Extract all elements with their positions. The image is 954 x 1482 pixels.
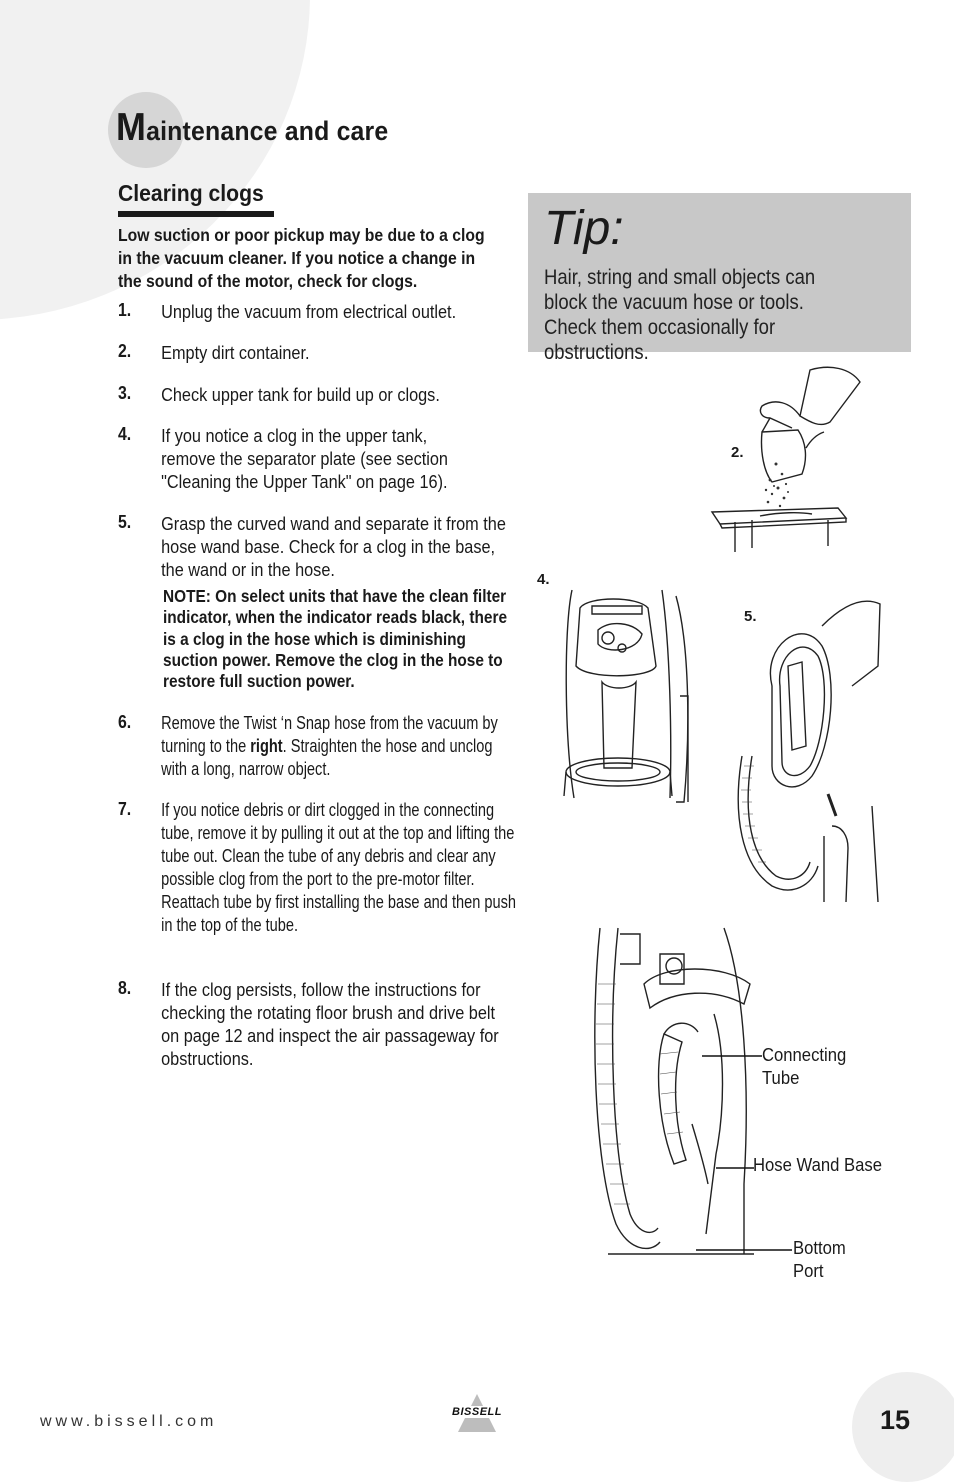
- step-number: 5.: [118, 512, 132, 532]
- step-text-part: . Straighten the hose and unclog with a long, narrow object.: [161, 736, 493, 779]
- step-text: Unplug the vacuum from electrical outlet.: [161, 301, 457, 322]
- page-title-initial: M: [116, 106, 147, 149]
- upper-tank-illustration: [558, 586, 698, 804]
- step-text: If you notice debris or dirt clogged in the connecting tube, remove it by pulling it out at the top and lifting the tube out. Clean the tube of any debris and clear any possible clog from the port to the pre-motor filter. Reattach tube by first installing the base and then push in the top of the tube.: [161, 800, 516, 935]
- step-text: Grasp the curved wand and separate it from the hose wand base. Check for a clog in the base, the wand or in the hose.: [161, 513, 506, 580]
- bissell-logo-text: BISSELL: [452, 1406, 502, 1418]
- step-text: If you notice a clog in the upper tank, remove the separator plate (see section "Cleaning the Upper Tank" on page 16).: [161, 425, 448, 492]
- page-title-rest: aintenance and care: [146, 116, 389, 146]
- section-intro: Low suction or poor pickup may be due to a clog in the vacuum cleaner. If you notice a change in the sound of the motor, check for clogs.: [118, 225, 485, 291]
- clog-note: NOTE: On select units that have the clean filter indicator, when the indicator reads black, there is a clog in the hose which is diminishing suction power. Remove the clog in the hose to restore full suction power.: [163, 586, 508, 692]
- figure-label-4: 4.: [537, 571, 550, 588]
- page-number: 15: [880, 1405, 911, 1435]
- tip-box: [528, 193, 911, 364]
- section-title: Clearing clogs: [118, 180, 264, 206]
- callout-connecting-tube: Connecting Tube: [762, 1044, 847, 1088]
- tip-text: Hair, string and small objects can block the vacuum hose or tools. Check them occasionally for obstructions.: [544, 266, 816, 364]
- footer-url: www.bissell.com: [40, 1413, 218, 1430]
- step-text: [161, 712, 521, 781]
- figure-label-5: 5.: [744, 608, 757, 625]
- step-number: 6.: [118, 712, 132, 732]
- step-number: 1.: [118, 300, 132, 320]
- section-title-rule: [118, 211, 274, 217]
- step-text: Check upper tank for build up or clogs.: [161, 384, 440, 405]
- curved-wand-illustration: [732, 586, 884, 906]
- step-number: 3.: [118, 383, 132, 403]
- page-title: [116, 106, 388, 150]
- step-text-bold: right: [250, 736, 283, 756]
- callout-hose-wand-base: Hose Wand Base: [753, 1154, 882, 1175]
- tip-heading: Tip:: [544, 202, 624, 255]
- step-text: If the clog persists, follow the instructions for checking the rotating floor brush and drive belt on page 12 and inspect the air passageway for obstructions.: [161, 979, 499, 1069]
- step-number: 2.: [118, 341, 132, 361]
- step-text: Empty dirt container.: [161, 342, 310, 363]
- step-number: 4.: [118, 424, 132, 444]
- empty-dirt-container-illustration: [700, 362, 870, 554]
- step-text-part: Remove the Twist ‘n Snap hose from the vacuum by turning to the: [161, 713, 498, 756]
- step-number: 7.: [118, 799, 132, 819]
- callout-bottom-port: Bottom Port: [793, 1237, 846, 1281]
- figure-label-2: 2.: [731, 444, 744, 461]
- step-number: 8.: [118, 978, 132, 998]
